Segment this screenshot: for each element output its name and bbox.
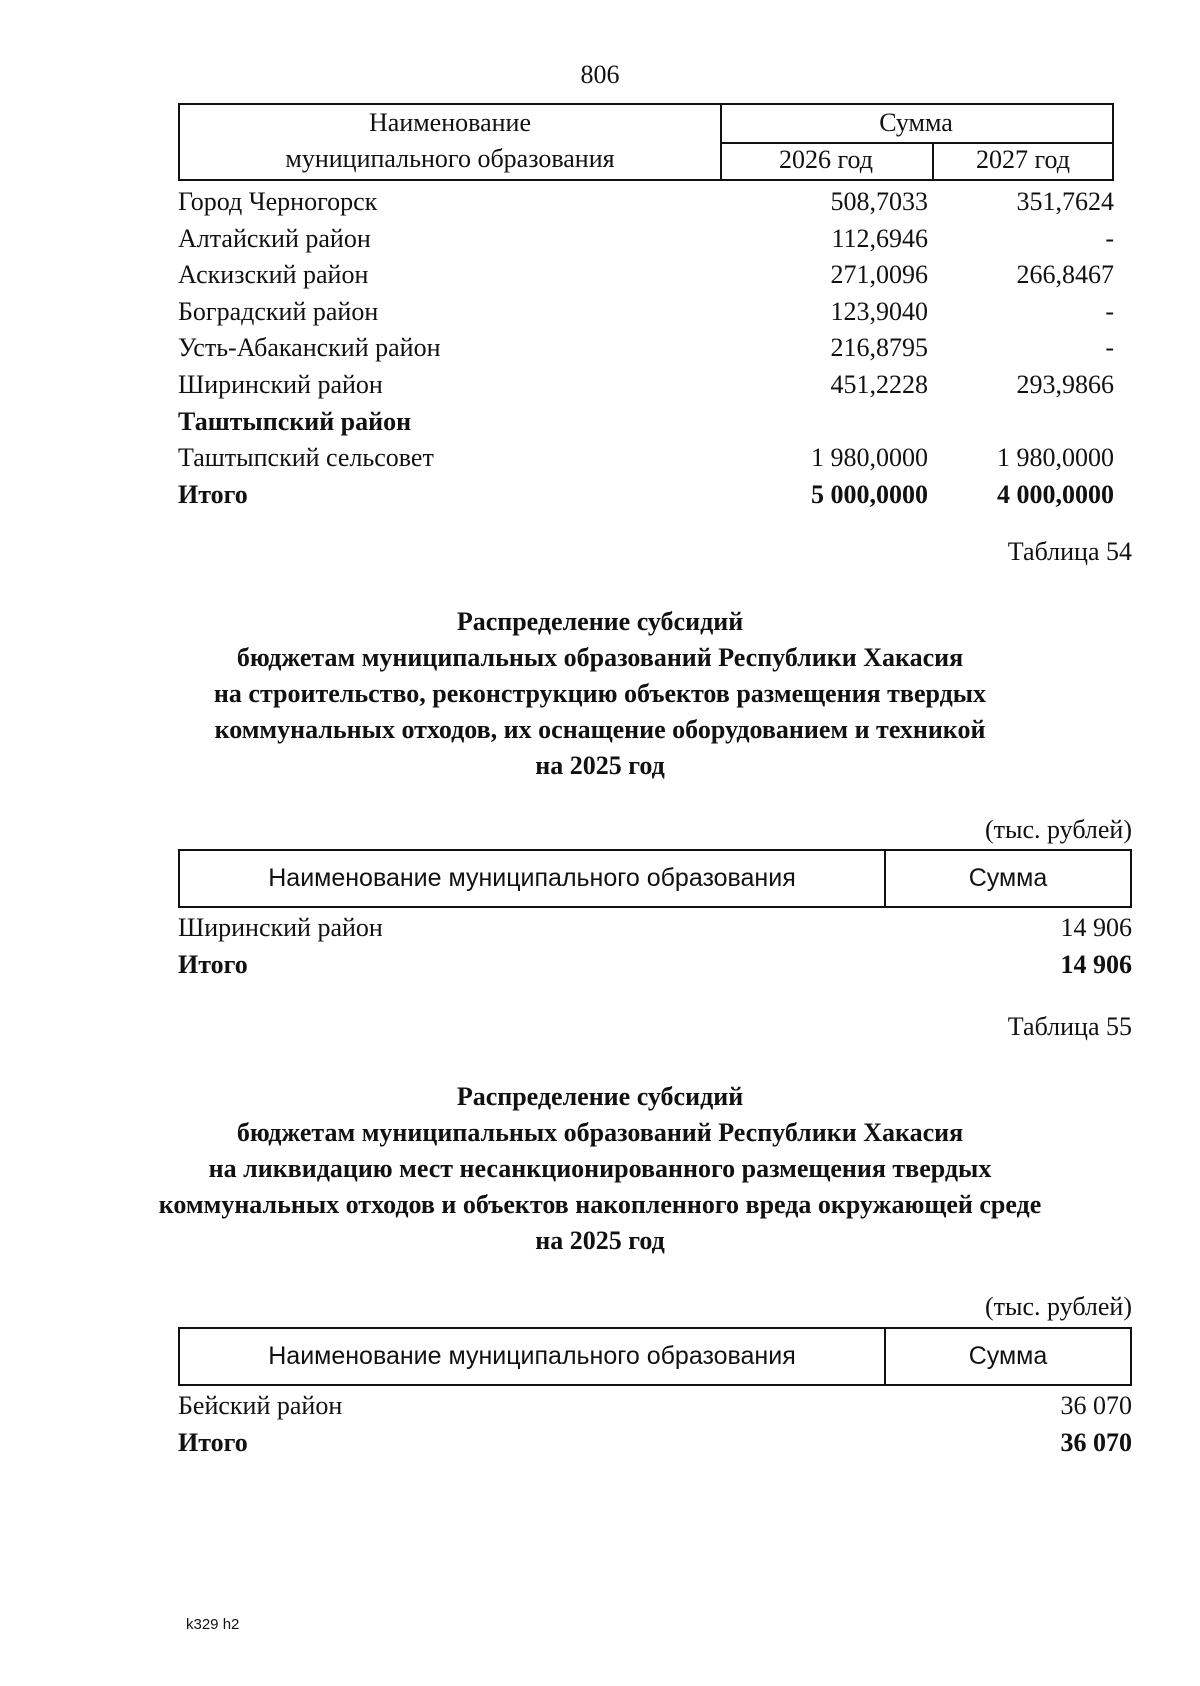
table-row [178, 330, 1114, 367]
footer-code: k329 h2 [186, 1616, 240, 1633]
title-line: коммунальных отходов, их оснащение оборудованием и техникой [214, 715, 986, 744]
row-name: Боградский район [178, 296, 379, 326]
table-body [178, 184, 1114, 513]
title-line: на ликвидацию мест несанкционированного размещения твердых [208, 1154, 992, 1183]
total-label: Итого [178, 1428, 248, 1457]
title-line: коммунальных отходов и объектов накопленного вреда окружающей среде [158, 1190, 1042, 1219]
table-row [178, 440, 1114, 477]
row-value-2026: 508,7033 [830, 187, 928, 216]
table-55-body [178, 1388, 1132, 1462]
table-row [178, 221, 1114, 258]
total-label: Итого [178, 950, 248, 979]
table-54-header [178, 849, 1132, 908]
total-label: Итого [178, 479, 248, 509]
column-header-2026: 2026 год [720, 142, 934, 179]
table-header [178, 103, 1114, 181]
total-value-2026: 5 000,0000 [811, 479, 928, 509]
row-name: Таштыпский сельсовет [178, 443, 434, 473]
row-value-2027: 1 980,0000 [997, 443, 1114, 473]
table-group-row [178, 404, 1114, 441]
column-header-2027: 2027 год [976, 145, 1070, 174]
column-header-name: Наименование муниципального образования [180, 1329, 886, 1384]
row-name: Аскизский район [178, 260, 369, 290]
page-number: 806 [580, 60, 620, 89]
total-value: 14 906 [1060, 950, 1132, 979]
column-header-name: Наименование муниципального образования [180, 851, 886, 906]
row-value: 14 906 [1060, 913, 1132, 942]
row-name: Усть-Абаканский район [178, 333, 441, 363]
row-value-2027: 351,7624 [1016, 187, 1114, 216]
table-54-body [178, 910, 1132, 984]
table-total-row [178, 1425, 1132, 1462]
table-row [178, 257, 1114, 294]
total-value: 36 070 [1060, 1428, 1132, 1457]
column-header-sum: Сумма [968, 864, 1048, 892]
table-row [178, 910, 1132, 947]
column-header-sum: Сумма [720, 105, 1112, 144]
row-name: Таштыпский район [178, 406, 412, 436]
row-value: 36 070 [1060, 1391, 1132, 1420]
table-row [178, 367, 1114, 404]
row-name: Город Черногорск [178, 187, 378, 216]
header-name-line1: Наименование [369, 108, 531, 137]
title-line: бюджетам муниципальных образований Республики Хакасия [236, 643, 964, 672]
row-value-2026: 123,9040 [830, 296, 928, 326]
table-55-label: Таблица 55 [1007, 1012, 1132, 1041]
column-header-name [180, 105, 722, 179]
table-55-header [178, 1327, 1132, 1386]
table-total-row [178, 947, 1132, 984]
row-name: Бейский район [178, 1391, 343, 1420]
title-line: бюджетам муниципальных образований Республики Хакасия [236, 1118, 964, 1147]
row-value-2027: - [1105, 296, 1114, 326]
table-54-label: Таблица 54 [1007, 537, 1132, 566]
row-value-2027: - [1105, 333, 1114, 363]
row-value-2026: 216,8795 [830, 333, 928, 363]
title-line: на строительство, реконструкцию объектов размещения твердых [213, 679, 987, 708]
table-55-title [0, 1079, 1200, 1259]
row-value-2026: 451,2228 [830, 369, 928, 399]
row-value-2027: - [1105, 223, 1114, 253]
units-label: (тыс. рублей) [984, 815, 1132, 844]
title-line: на 2025 год [535, 751, 665, 780]
title-line: Распределение субсидий [456, 1082, 744, 1111]
header-name-line2: муниципального образования [285, 144, 615, 173]
table-54-title [0, 604, 1200, 784]
column-header-sum: Сумма [968, 1342, 1048, 1370]
total-value-2027: 4 000,0000 [997, 479, 1114, 509]
table-row [178, 1388, 1132, 1425]
row-value-2026: 112,6946 [831, 223, 928, 253]
row-value-2026: 271,0096 [830, 260, 928, 290]
title-line: Распределение субсидий [456, 607, 744, 636]
row-value-2027: 293,9866 [1016, 369, 1114, 399]
title-line: на 2025 год [535, 1226, 665, 1255]
table-row [178, 294, 1114, 331]
row-name: Алтайский район [178, 223, 371, 253]
row-name: Ширинский район [178, 369, 383, 399]
row-value-2026: 1 980,0000 [811, 443, 928, 473]
units-label: (тыс. рублей) [984, 1292, 1132, 1321]
row-value-2027: 266,8467 [1016, 260, 1114, 290]
table-total-row [178, 477, 1114, 514]
table-row [178, 184, 1114, 221]
row-name: Ширинский район [178, 913, 383, 942]
